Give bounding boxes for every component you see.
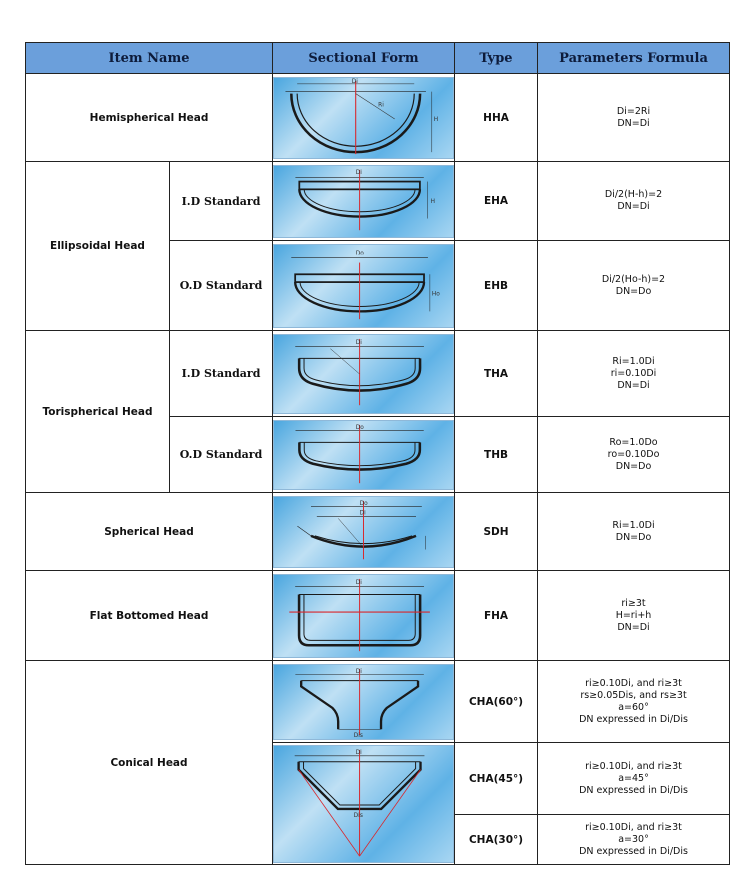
header-row: [26, 43, 730, 74]
torispherical-od-svg: [274, 421, 453, 489]
formula-cell: Ri=1.0Di DN=Do: [538, 493, 730, 571]
item-name: Ellipsoidal Head: [26, 162, 170, 331]
formula-cell: Ri=1.0Di ri=0.10Di DN=Di: [538, 331, 730, 417]
sectional-form-cell: [273, 493, 455, 571]
sectional-form-cell: [273, 571, 455, 661]
ellipsoidal-od-diagram: [273, 244, 454, 328]
heads-table: [25, 42, 730, 865]
standard-label: I.D Standard: [170, 331, 273, 417]
header-sectional-form: Sectional Form: [273, 43, 455, 74]
item-name: Flat Bottomed Head: [26, 571, 273, 661]
type-cell: SDH: [455, 493, 538, 571]
ellipsoidal-od-svg: [274, 245, 453, 327]
table-row: [26, 331, 730, 417]
standard-label: I.D Standard: [170, 162, 273, 241]
type-cell: HHA: [455, 74, 538, 162]
conical-60-diagram: [273, 664, 454, 740]
header-item-name: Item Name: [26, 43, 273, 74]
type-cell: FHA: [455, 571, 538, 661]
type-cell: EHA: [455, 162, 538, 241]
sectional-form-cell: [273, 331, 455, 417]
ellipsoidal-id-svg: [274, 166, 453, 237]
formula-cell: Di/2(Ho-h)=2 DN=Do: [538, 241, 730, 331]
flat-bottomed-svg: [274, 575, 453, 657]
ehb-h-label: Ho: [431, 291, 440, 298]
type-cell: EHB: [455, 241, 538, 331]
flat-bottomed-diagram: [273, 574, 454, 658]
spherical-diagram: [273, 496, 454, 568]
sectional-form-cell: [273, 74, 455, 162]
standard-label: O.D Standard: [170, 417, 273, 493]
sectional-form-cell: [273, 162, 455, 241]
sectional-form-cell: [273, 417, 455, 493]
hemi-dim-label: Di: [351, 78, 358, 85]
table-row: [26, 162, 730, 241]
item-name: Spherical Head: [26, 493, 273, 571]
conical-45-30-svg: [274, 746, 453, 862]
table-row: [26, 661, 730, 743]
hemispherical-svg: [274, 78, 453, 158]
type-cell: CHA(60°): [455, 661, 538, 743]
formula-cell: ri≥3t H=ri+h DN=Di: [538, 571, 730, 661]
spherical-svg: [274, 497, 453, 567]
item-name: Torispherical Head: [26, 331, 170, 493]
cha45-dim2-label: Dis: [353, 812, 363, 819]
header-type: Type: [455, 43, 538, 74]
formula-cell: ri≥0.10Di, and ri≥3t a=45° DN expressed in Di/Dis: [538, 743, 730, 815]
tha-dim-label: Di: [355, 339, 362, 346]
table-row: [26, 74, 730, 162]
conical-60-svg: [274, 665, 453, 739]
standard-label: O.D Standard: [170, 241, 273, 331]
fha-dim-label: Di: [355, 579, 362, 586]
sdh-dim2-label: Di: [359, 510, 366, 516]
cha60-dim2-label: Dis: [353, 732, 363, 739]
formula-cell: Ro=1.0Do ro=0.10Do DN=Do: [538, 417, 730, 493]
table-row: [26, 493, 730, 571]
hemi-h-label: H: [433, 116, 439, 123]
formula-cell: Di=2Ri DN=Di: [538, 74, 730, 162]
cha45-dim-label: Di: [355, 749, 362, 756]
torispherical-od-diagram: [273, 420, 454, 490]
type-cell: CHA(30°): [455, 815, 538, 865]
cha60-dim-label: Di: [355, 668, 362, 675]
eha-h-label: H: [430, 198, 436, 205]
eha-dim-label: Di: [355, 169, 362, 176]
type-cell: CHA(45°): [455, 743, 538, 815]
type-cell: THA: [455, 331, 538, 417]
item-name: Conical Head: [26, 661, 273, 865]
formula-cell: ri≥0.10Di, and ri≥3t rs≥0.05Dis, and rs≥3t a=60° DN expressed in Di/Dis: [538, 661, 730, 743]
hemispherical-diagram: [273, 77, 454, 159]
torispherical-id-svg: [274, 335, 453, 413]
header-parameters-formula: Parameters Formula: [538, 43, 730, 74]
ehb-dim-label: Do: [355, 250, 364, 257]
table-row: [26, 571, 730, 661]
sdh-dim1-label: Do: [359, 500, 368, 507]
hemi-r-label: Ri: [378, 101, 384, 108]
item-name: Hemispherical Head: [26, 74, 273, 162]
torispherical-id-diagram: [273, 334, 454, 414]
formula-cell: ri≥0.10Di, and ri≥3t a=30° DN expressed in Di/Dis: [538, 815, 730, 865]
conical-45-30-diagram: [273, 745, 454, 863]
type-cell: THB: [455, 417, 538, 493]
formula-cell: Di/2(H-h)=2 DN=Di: [538, 162, 730, 241]
sectional-form-cell: [273, 743, 455, 865]
sectional-form-cell: [273, 661, 455, 743]
sectional-form-cell: [273, 241, 455, 331]
thb-dim-label: Do: [355, 424, 364, 431]
ellipsoidal-id-diagram: [273, 165, 454, 238]
